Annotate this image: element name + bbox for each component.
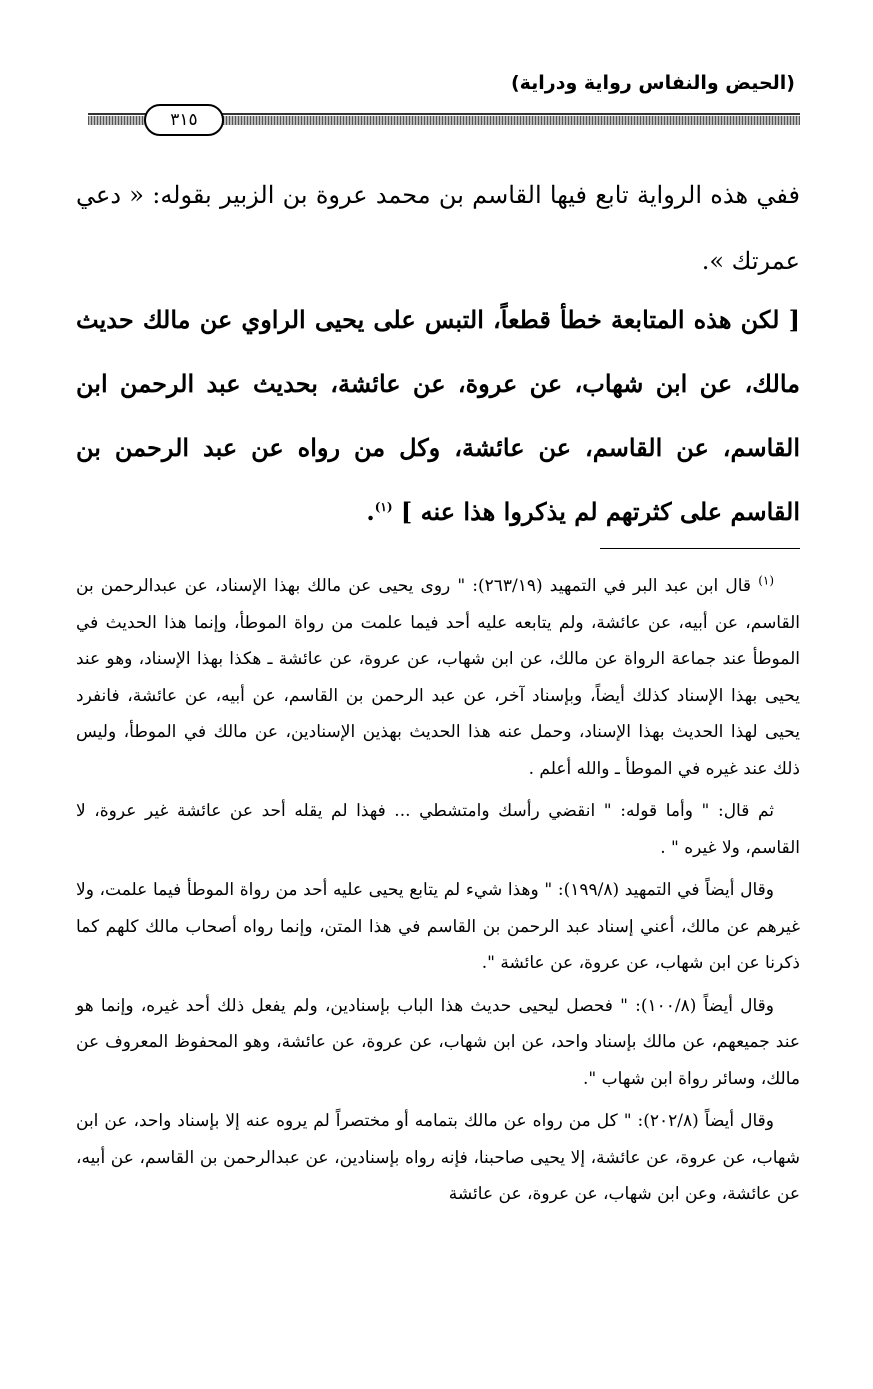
page-number-badge	[144, 104, 224, 136]
body-paragraph-2-end: .	[366, 497, 375, 526]
body-paragraph-2	[76, 288, 800, 544]
page-number: ٣١٥	[170, 110, 198, 130]
footnote-1-para-4: وقال أيضاً (١٠٠/٨): " فحصل ليحيى حديث هذا الباب بإسنادين، ولم يفعل ذلك أحد غيره، وإنما هو عند جميعهم، عن مالك بإسناد واحد، عن ابن شهاب، عن عروة، عن عائشة، وهو المحفوظ المعروف عن مالك، وسائر رواة ابن شهاب ".	[76, 995, 800, 1089]
body-paragraph-2-text: [ لكن هذه المتابعة خطأ قطعاً، التبس على يحيى الراوي عن مالك حديث مالك، عن ابن شهاب، عن عروة، عن عائشة، بحديث عبد الرحمن ابن القاسم، عن القاسم، عن عائشة، وكل من رواه عن عبد الرحمن بن القاسم على كثرتهم لم يذكروا هذا عنه ]	[76, 305, 800, 526]
footnote-1-para-3: وقال أيضاً في التمهيد (١٩٩/٨): " وهذا شيء لم يتابع يحيى عليه أحد من رواة الموطأ فيما علمت، ولا غيرهم عن مالك، أعني إسناد عبد الرحمن بن القاسم في هذا المتن، وإنما رواه أصحاب مالك كلهم كما ذكرنا عن ابن شهاب، عن عروة، عن عائشة ".	[76, 880, 800, 973]
footnote-1-para-2: ثم قال: " وأما قوله: " انقضي رأسك وامتشطي ... فهذا لم يقله أحد عن عائشة غير عروة، لا القاسم، ولا غيره " .	[76, 801, 800, 858]
footnote-1	[76, 568, 800, 787]
body-paragraph-1: ففي هذه الرواية تابع فيها القاسم بن محمد عروة بن الزبير بقوله: « دعي عمرتك ».	[76, 181, 800, 275]
footnote-separator	[600, 548, 800, 549]
footnote-1-para-5: وقال أيضاً (٢٠٢/٨): " كل من رواه عن مالك بتمامه أو مختصراً لم يروه عنه إلا بإسناد واحد، عن ابن شهاب، عن عروة، عن عائشة، إلا يحيى صاحبنا، فإنه رواه بإسنادين، عن عبدالرحمن بن القاسم، عن أبيه، عن عائشة، وعن ابن شهاب، عن عروة، عن عائشة	[76, 1111, 800, 1204]
footnote-1-text: قال ابن عبد البر في التمهيد (٢٦٣/١٩): " روى يحيى عن مالك بهذا الإسناد، عن عبدالرحمن بن القاسم، عن أبيه، عن عائشة، ولم يتابعه عليه أحد فيما علمت من رواة الموطأ، وإنما هذا الحديث في الموطأ عند جماعة الرواة عن مالك، عن ابن شهاب، عن عروة، عن عائشة ـ هكذا بهذا الإسناد، وهو عند يحيى بهذا الإسناد كذلك أيضاً، وبإسناد آخر، عن عبد الرحمن بن القاسم، عن أبيه، عن عائشة، فانفرد يحيى لهذا الحديث بهذا الإسناد، وحمل عنه هذا الحديث بهذين الإسنادين، عن مالك في الموطأ، وليس ذلك عند غيره في الموطأ ـ والله أعلم .	[76, 576, 800, 779]
footnote-reference: (١)	[374, 500, 393, 514]
running-header-title: (الحيض والنفاس رواية ودراية)	[510, 72, 795, 94]
footnote-1-marker: (١)	[758, 573, 775, 588]
footnotes-section	[76, 568, 800, 1219]
